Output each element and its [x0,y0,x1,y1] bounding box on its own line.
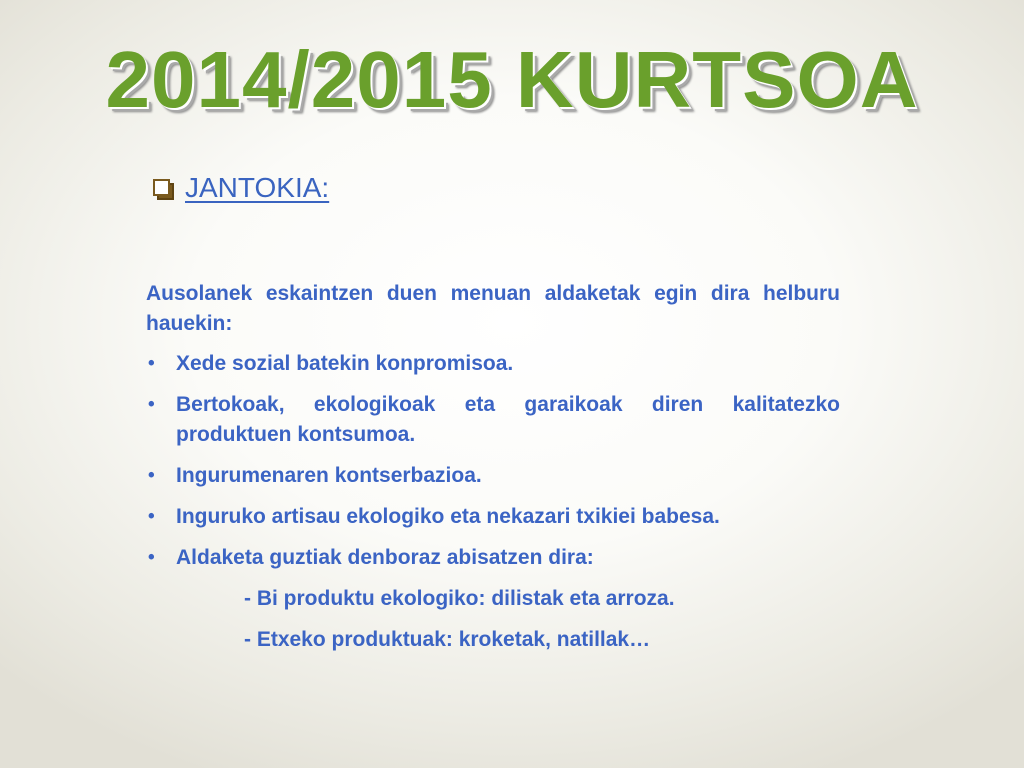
list-item: • Xede sozial batekin konpromisoa. [146,349,840,379]
checkbox-bullet-icon [150,174,178,202]
bullet-dot-icon: • [148,394,155,415]
bullet-dot-icon: • [148,547,155,568]
slide-title: 2014/2015 KURTSOA [105,35,919,124]
section-heading [150,172,329,204]
bullet-dot-icon: • [148,465,155,486]
bullet-list [146,349,840,573]
bullet-dot-icon: • [148,506,155,527]
list-item: • Ingurumenaren kontserbazioa. [146,461,840,491]
body-text [146,279,840,666]
sub-item: - Bi produktu ekologiko: dilistak eta arroza. [244,587,675,610]
bullet-dot-icon: • [148,353,155,374]
intro-paragraph: Ausolanek eskaintzen duen menuan aldaketak egin dira helburu hauekin: [146,282,840,335]
list-item: • Bertokoak, ekologikoak eta garaikoak diren kalitatezko produktuen kontsumoa. [146,390,840,450]
section-title: JANTOKIA: [185,172,330,203]
sub-item: - Etxeko produktuak: kroketak, natillak… [244,628,651,651]
list-item: • Aldaketa guztiak denboraz abisatzen dira: [146,543,840,573]
list-item: • Inguruko artisau ekologiko eta nekazari txikiei babesa. [146,502,840,532]
